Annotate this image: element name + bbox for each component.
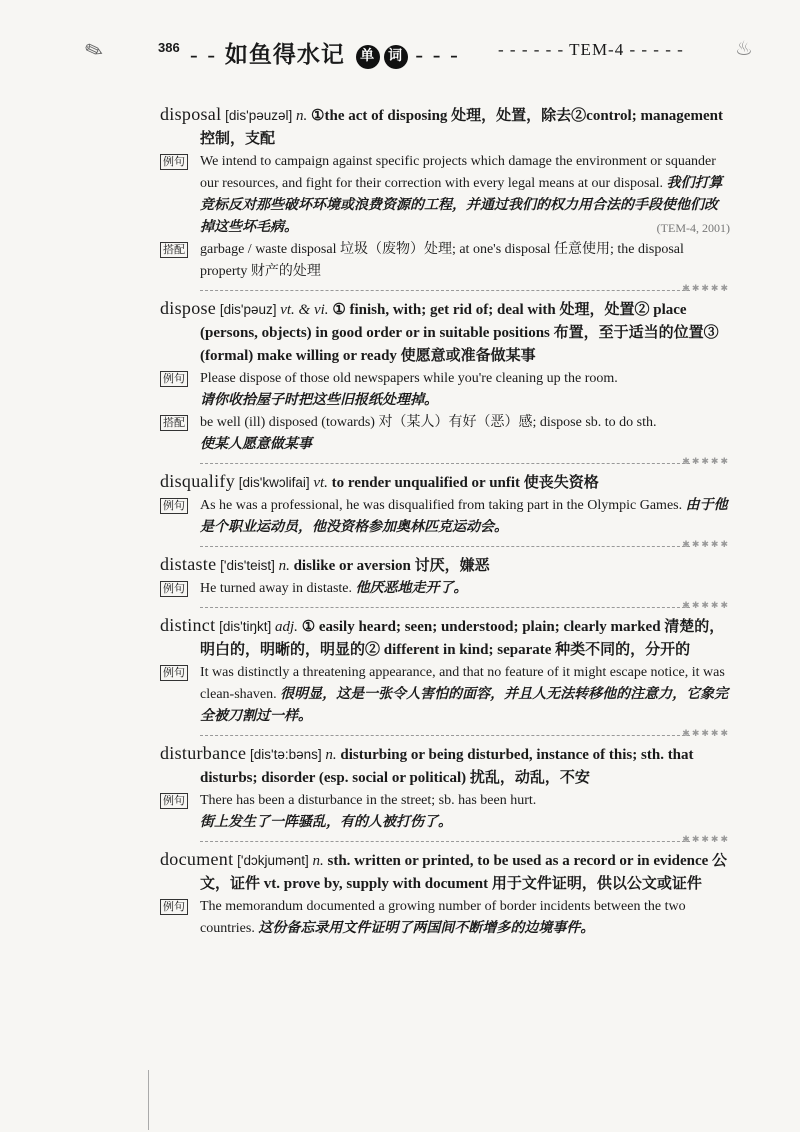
headword: disqualify xyxy=(160,471,235,491)
phonetic: [dis'kwɔlifai] xyxy=(238,475,310,490)
entry-divider: ✱✱✱✱✱ xyxy=(160,283,730,297)
example-cn: 街上发生了一阵骚乱，有的人被打伤了。 xyxy=(200,815,452,830)
page-number: 386 xyxy=(158,40,180,55)
example xyxy=(160,151,730,239)
entry-disposal xyxy=(160,103,730,283)
part-of-speech: n. xyxy=(296,108,308,124)
headword: dispose xyxy=(160,298,217,318)
example-en: It was distinctly a threatening appearance, and that no feature of it might escape notice, it was clean-shaven. xyxy=(200,665,725,702)
entry-divider: ✱✱✱✱✱ xyxy=(160,600,730,614)
collocation-text: be well (ill) disposed (towards) 对（某人）有好（恶）感; dispose sb. to do sth. xyxy=(200,415,657,430)
example-tag: 例句 xyxy=(160,498,188,514)
collocation-cn: 使某人愿意做某事 xyxy=(200,437,312,452)
decorative-scribble-icon: ✎ xyxy=(81,35,107,66)
phonetic: ['dɔkjumənt] xyxy=(237,853,309,868)
dictionary-content xyxy=(160,103,730,940)
entry-disturbance xyxy=(160,742,730,834)
headword: disposal xyxy=(160,104,222,124)
entry-divider: ✱✱✱✱✱ xyxy=(160,456,730,470)
page-edge-mark xyxy=(148,1070,150,1130)
example-tag: 例句 xyxy=(160,154,188,170)
example-tag: 例句 xyxy=(160,899,188,915)
phonetic: [dis'pəuzəl] xyxy=(225,108,293,123)
example-en: Please dispose of those old newspapers while you're cleaning up the room. xyxy=(200,371,618,386)
example-cn: 他厌恶地走开了。 xyxy=(355,581,468,596)
example-cn: 请你收拾屋子时把这些旧报纸处理掉。 xyxy=(200,393,438,408)
phonetic: [dis'tə:bəns] xyxy=(250,747,322,762)
definition: ①the act of disposing 处理，处置，除去②control; management 控制，支配 xyxy=(200,108,723,147)
headword: document xyxy=(160,849,234,869)
example-cn: 很明显，这是一张令人害怕的面容，并且人无法转移他的注意力，它象完全被刀割过一样。 xyxy=(200,687,729,724)
definition: ① easily heard; seen; understood; plain; clearly marked 清楚的，明白的，明晰的，明显的② different in kind; separate 种类不同的，分开的 xyxy=(200,619,725,658)
part-of-speech: adj. xyxy=(275,619,298,635)
phonetic: [dis'pəuz] xyxy=(219,302,277,317)
part-of-speech: n. xyxy=(278,558,290,574)
example xyxy=(160,896,730,940)
definition: sth. written or printed, to be used as a record or in evidence 公文，证件 vt. prove by, supply with document 用于文件证明，供以公文或证件 xyxy=(200,853,728,892)
entry-divider: ✱✱✱✱✱ xyxy=(160,728,730,742)
example-cn: 由于他是个职业运动员，他没资格参加奥林匹克运动会。 xyxy=(200,498,728,535)
example-tag: 例句 xyxy=(160,665,188,681)
part-of-speech: n. xyxy=(325,747,337,763)
example-en: As he was a professional, he was disqualified from taking part in the Olympic Games. xyxy=(200,498,683,513)
badge-dan: 单 xyxy=(356,45,380,69)
entry-divider: ✱✱✱✱✱ xyxy=(160,834,730,848)
entry-dispose xyxy=(160,297,730,456)
phonetic: ['dis'teist] xyxy=(220,558,275,573)
entry-disqualify xyxy=(160,470,730,539)
example-en: He turned away in distaste. xyxy=(200,581,353,596)
example xyxy=(160,495,730,539)
example-source: (TEM-4, 2001) xyxy=(656,221,730,235)
example-cn: 这份备忘录用文件证明了两国间不断增多的边境事件。 xyxy=(258,921,595,936)
example xyxy=(160,368,730,412)
example-tag: 例句 xyxy=(160,581,188,597)
example xyxy=(160,662,730,728)
example xyxy=(160,578,730,600)
example-tag: 例句 xyxy=(160,371,188,387)
entry-document xyxy=(160,848,730,940)
headword: distinct xyxy=(160,615,216,635)
collocation-text: garbage / waste disposal 垃圾（废物）处理; at one's disposal 任意使用; the disposal property 财产的处理 xyxy=(200,242,684,279)
headword: disturbance xyxy=(160,743,247,763)
collocation xyxy=(160,239,730,283)
page-header xyxy=(0,20,800,75)
example-en: The memorandum documented a growing number of border incidents between the two countries. xyxy=(200,899,686,936)
example-en: We intend to campaign against specific projects which damage the environment or squander our resources, and fight for their correction with every legal means at our disposal. xyxy=(200,154,716,191)
phonetic: [dis'tiŋkt] xyxy=(219,619,272,634)
book-title: - - 如鱼得水记 单 词 - - - xyxy=(190,42,460,67)
badge-ci: 词 xyxy=(384,45,408,69)
definition: disturbing or being disturbed, instance of this; sth. that disturbs; disorder (esp. social or political) 扰乱，动乱，不安 xyxy=(200,747,694,786)
corner-ornament-icon: ♨ xyxy=(735,38,753,60)
example-en: There has been a disturbance in the street; sb. has been hurt. xyxy=(200,793,537,808)
part-of-speech: vt. & vi. xyxy=(280,302,329,318)
definition: dislike or aversion 讨厌，嫌恶 xyxy=(293,558,490,574)
headword: distaste xyxy=(160,554,217,574)
collocation-tag: 搭配 xyxy=(160,415,188,431)
collocation xyxy=(160,412,730,456)
entry-distinct xyxy=(160,614,730,728)
entry-divider: ✱✱✱✱✱ xyxy=(160,539,730,553)
part-of-speech: vt. xyxy=(313,475,328,491)
definition: ① finish, with; get rid of; deal with 处理，处置② place (persons, objects) in good order or in suitable positions 布置，至于适当的位置③ (formal) make willing or ready 使愿意或准备做某事 xyxy=(200,302,719,364)
definition: to render unqualified or unfit 使丧失资格 xyxy=(331,475,599,491)
part-of-speech: n. xyxy=(312,853,324,869)
collocation-tag: 搭配 xyxy=(160,242,188,258)
example-cn: 我们打算竞标反对那些破坏环境或浪费资源的工程，并通过我们的权力用合法的手段使他们改掉这些坏毛病。 xyxy=(200,176,723,235)
example xyxy=(160,790,730,834)
section-label: - - - - - - TEM-4 - - - - - xyxy=(498,40,684,59)
example-tag: 例句 xyxy=(160,793,188,809)
entry-distaste xyxy=(160,553,730,600)
